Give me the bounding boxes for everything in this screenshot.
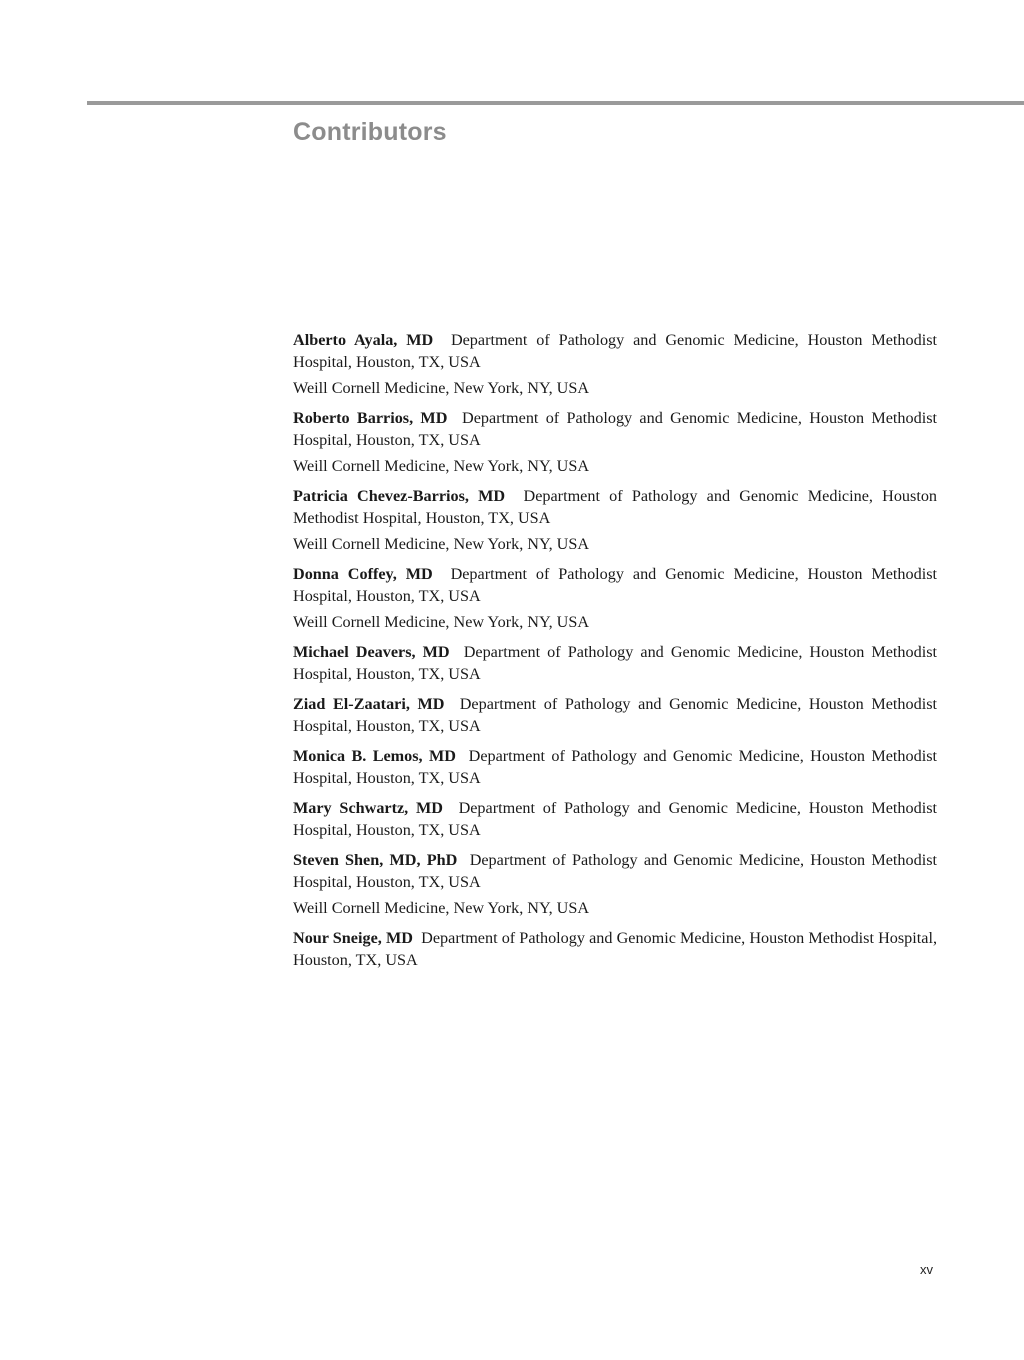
header-rule: [87, 101, 1024, 105]
contributor-affiliation-line: [293, 642, 937, 685]
contributor-name: Alberto Ayala, MD: [293, 331, 434, 349]
contributor-entry: [293, 798, 937, 841]
contributor-entry: [293, 564, 937, 633]
contributor-entry: [293, 642, 937, 685]
contributor-name: Steven Shen, MD, PhD: [293, 851, 458, 869]
contributor-affiliation: Department of Pathology and Genomic Medicine, Houston Methodist Hospital, Houston, TX, USA: [293, 851, 937, 891]
contributor-affiliation: Department of Pathology and Genomic Medicine, Houston Methodist Hospital, Houston, TX, USA: [293, 799, 938, 839]
contributor-name: Nour Sneige, MD: [293, 929, 413, 947]
contributor-affiliation-line: [293, 928, 937, 971]
contributor-entry: [293, 746, 937, 789]
contributor-extra-affiliation: Weill Cornell Medicine, New York, NY, USA: [293, 456, 590, 475]
contributor-entry: [293, 408, 937, 477]
page-title: Contributors: [293, 118, 447, 146]
contributor-affiliation: Department of Pathology and Genomic Medicine, Houston Methodist Hospital, Houston, TX, USA: [293, 695, 938, 735]
contributor-entry: [293, 486, 937, 555]
contributor-affiliation: Department of Pathology and Genomic Medicine, Houston Methodist Hospital, Houston, TX, USA: [293, 409, 938, 449]
contributor-name: Roberto Barrios, MD: [293, 409, 448, 427]
contributor-entry: [293, 694, 937, 737]
contributor-affiliation-line: [293, 694, 937, 737]
contributor-extra-affiliation: Weill Cornell Medicine, New York, NY, USA: [293, 612, 590, 631]
contributor-name: Ziad El-Zaatari, MD: [293, 695, 445, 713]
contributor-extra-affiliation: Weill Cornell Medicine, New York, NY, USA: [293, 378, 590, 397]
contributor-name: Michael Deavers, MD: [293, 643, 450, 661]
contributor-affiliation-line: [293, 330, 937, 373]
contributor-affiliation: Department of Pathology and Genomic Medicine, Houston Methodist Hospital, Houston, TX, USA: [293, 747, 938, 787]
contributor-affiliation-line: [293, 798, 937, 841]
contributor-name: Donna Coffey, MD: [293, 565, 433, 583]
contributor-name: Mary Schwartz, MD: [293, 799, 443, 817]
page-number: xv: [920, 1262, 933, 1277]
contributor-affiliation: Department of Pathology and Genomic Medicine, Houston Methodist Hospital, Houston, TX, USA: [293, 643, 937, 683]
contributor-entry: [293, 330, 937, 399]
contributor-affiliation-line: [293, 564, 937, 607]
contributor-affiliation-line: [293, 746, 937, 789]
contributor-affiliation-line: [293, 486, 937, 529]
contributor-name: Patricia Chevez-Barrios, MD: [293, 487, 506, 505]
contributor-list: [293, 330, 937, 980]
contributor-extra-affiliation: Weill Cornell Medicine, New York, NY, USA: [293, 898, 590, 917]
contributor-affiliation: Department of Pathology and Genomic Medicine, Houston Methodist Hospital, Houston, TX, USA: [293, 565, 937, 605]
contributor-entry: [293, 850, 937, 919]
contributor-affiliation: Department of Pathology and Genomic Medicine, Houston Methodist Hospital, Houston, TX, USA: [293, 487, 938, 527]
contributor-affiliation-line: [293, 850, 937, 893]
contributor-name: Monica B. Lemos, MD: [293, 747, 456, 765]
contributor-affiliation: Department of Pathology and Genomic Medicine, Houston Methodist Hospital, Houston, TX, USA: [293, 331, 937, 371]
contributor-affiliation: Department of Pathology and Genomic Medicine, Houston Methodist Hospital, Houston, TX, USA: [293, 929, 938, 969]
contributor-extra-affiliation: Weill Cornell Medicine, New York, NY, USA: [293, 534, 590, 553]
contributor-affiliation-line: [293, 408, 937, 451]
contributor-entry: [293, 928, 937, 971]
